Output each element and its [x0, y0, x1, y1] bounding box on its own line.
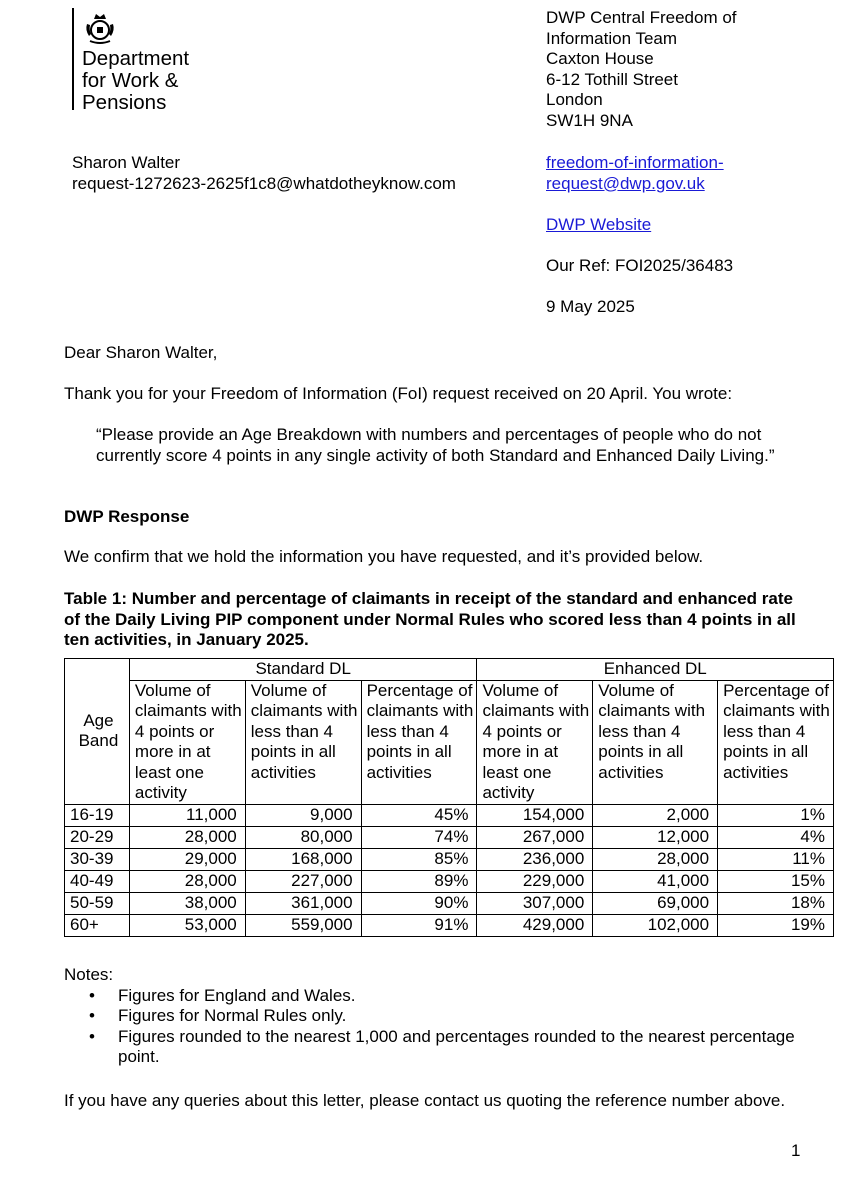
table-cell: 28,000	[129, 826, 245, 848]
column-header: Percentage of claimants with less than 4 points in all activities	[361, 680, 477, 804]
note-item	[64, 986, 808, 1007]
foi-email-line[interactable]: freedom-of-information-	[546, 153, 724, 172]
table-cell: 11,000	[129, 804, 245, 826]
address-line: SW1H 9NA	[546, 110, 633, 130]
table-row	[65, 804, 834, 826]
foi-email-link[interactable]	[546, 153, 724, 194]
bullet-icon: •	[89, 985, 95, 1005]
intro-paragraph: Thank you for your Freedom of Information (FoI) request received on 20 April. You wrote:	[64, 384, 733, 403]
table-cell: 9,000	[245, 804, 361, 826]
table-cell: 11%	[718, 848, 834, 870]
dwp-website-link[interactable]: DWP Website	[546, 215, 652, 234]
age-band-cell: 30-39	[65, 848, 130, 870]
column-header: Percentage of claimants with less than 4 points in all activities	[718, 680, 834, 804]
age-band-cell: 50-59	[65, 892, 130, 914]
table-cell: 80,000	[245, 826, 361, 848]
age-band-cell: 16-19	[65, 804, 130, 826]
department-name	[82, 48, 189, 114]
table-cell: 69,000	[593, 892, 718, 914]
bullet-icon: •	[89, 1006, 95, 1025]
table-cell: 154,000	[477, 804, 593, 826]
recipient-name: Sharon Walter	[72, 153, 181, 172]
closing-paragraph: If you have any queries about this letter, please contact us quoting the reference number above.	[64, 1091, 786, 1110]
table-row	[65, 870, 834, 892]
bullet-icon: •	[89, 1026, 95, 1046]
org-line: for Work &	[82, 69, 179, 92]
table-cell: 41,000	[593, 870, 718, 892]
column-header: Volume of claimants with 4 points or more in at least one activity	[477, 680, 593, 804]
address-line: London	[546, 90, 603, 109]
table-row	[65, 848, 834, 870]
table-cell: 53,000	[129, 914, 245, 936]
table-cell: 361,000	[245, 892, 361, 914]
table-cell: 12,000	[593, 826, 718, 848]
table-cell: 19%	[718, 914, 834, 936]
column-header: Volume of claimants with less than 4 points in all activities	[593, 680, 718, 804]
salutation: Dear Sharon Walter,	[64, 343, 218, 362]
column-header: Volume of claimants with 4 points or more in at least one activity	[129, 680, 245, 804]
address-line: Caxton House	[546, 49, 654, 68]
table-cell: 89%	[361, 870, 477, 892]
our-reference: Our Ref: FOI2025/36483	[546, 256, 734, 275]
notes-list	[64, 986, 808, 1068]
org-line: Department	[82, 47, 190, 70]
royal-crest-icon	[82, 10, 118, 46]
table-title: Table 1: Number and percentage of claimants in receipt of the standard and enhanced rate of the Daily Living PIP component under Normal Rules who scored less than 4 points in all ten activities, in January 2025.	[64, 589, 796, 649]
age-band-header: Age Band	[65, 659, 130, 805]
table-cell: 559,000	[245, 914, 361, 936]
table-cell: 38,000	[129, 892, 245, 914]
table-row	[65, 914, 834, 936]
address-line: Information Team	[546, 28, 678, 48]
note-item	[64, 1027, 808, 1068]
notes-label: Notes:	[64, 965, 114, 984]
column-header: Volume of claimants with less than 4 points in all activities	[245, 680, 361, 804]
dwp-logo	[72, 8, 272, 112]
table-group-header-row	[65, 659, 834, 681]
note-text: Figures for Normal Rules only.	[118, 1006, 347, 1025]
claimants-table	[64, 658, 834, 937]
age-band-cell: 20-29	[65, 826, 130, 848]
page-number: 1	[791, 1141, 801, 1160]
note-item	[64, 1006, 808, 1027]
table-cell: 28,000	[129, 870, 245, 892]
notes-block	[64, 965, 808, 1068]
table-cell: 168,000	[245, 848, 361, 870]
table-cell: 74%	[361, 826, 477, 848]
table-cell: 236,000	[477, 848, 593, 870]
table-cell: 15%	[718, 870, 834, 892]
address-line: 6-12 Tothill Street	[546, 69, 678, 89]
table-cell: 28,000	[593, 848, 718, 870]
enhanced-dl-header: Enhanced DL	[477, 659, 834, 681]
note-text: Figures for England and Wales.	[118, 985, 356, 1005]
table-row	[65, 892, 834, 914]
table-cell: 267,000	[477, 826, 593, 848]
table-cell: 90%	[361, 892, 477, 914]
table-cell: 229,000	[477, 870, 593, 892]
standard-dl-header: Standard DL	[129, 659, 477, 681]
letter-date: 9 May 2025	[546, 297, 635, 316]
table-cell: 1%	[718, 804, 834, 826]
response-heading: DWP Response	[64, 507, 190, 526]
sender-address	[546, 8, 737, 131]
table-row	[65, 826, 834, 848]
address-line: DWP Central Freedom of	[546, 8, 737, 27]
table-cell: 227,000	[245, 870, 361, 892]
org-line: Pensions	[82, 91, 167, 114]
table-cell: 307,000	[477, 892, 593, 914]
table-cell: 45%	[361, 804, 477, 826]
request-quote: “Please provide an Age Breakdown with numbers and percentages of people who do not currently score 4 points in any single activity of both Standard and Enhanced Daily Living.”	[96, 425, 775, 465]
table-cell: 2,000	[593, 804, 718, 826]
confirmation-paragraph: We confirm that we hold the information you have requested, and it’s provided below.	[64, 547, 704, 566]
table-cell: 4%	[718, 826, 834, 848]
table-cell: 102,000	[593, 914, 718, 936]
table-cell: 18%	[718, 892, 834, 914]
note-text: Figures rounded to the nearest 1,000 and percentages rounded to the nearest percentage point.	[118, 1026, 795, 1066]
age-band-cell: 60+	[65, 914, 130, 936]
table-cell: 91%	[361, 914, 477, 936]
age-band-cell: 40-49	[65, 870, 130, 892]
table-cell: 29,000	[129, 848, 245, 870]
table-cell: 429,000	[477, 914, 593, 936]
logo-divider	[72, 8, 74, 110]
table-cell: 85%	[361, 848, 477, 870]
table-column-header-row	[65, 680, 834, 804]
recipient-email: request-1272623-2625f1c8@whatdotheyknow.com	[72, 173, 456, 193]
foi-email-line[interactable]: request@dwp.gov.uk	[546, 173, 705, 193]
recipient-block	[72, 153, 456, 194]
